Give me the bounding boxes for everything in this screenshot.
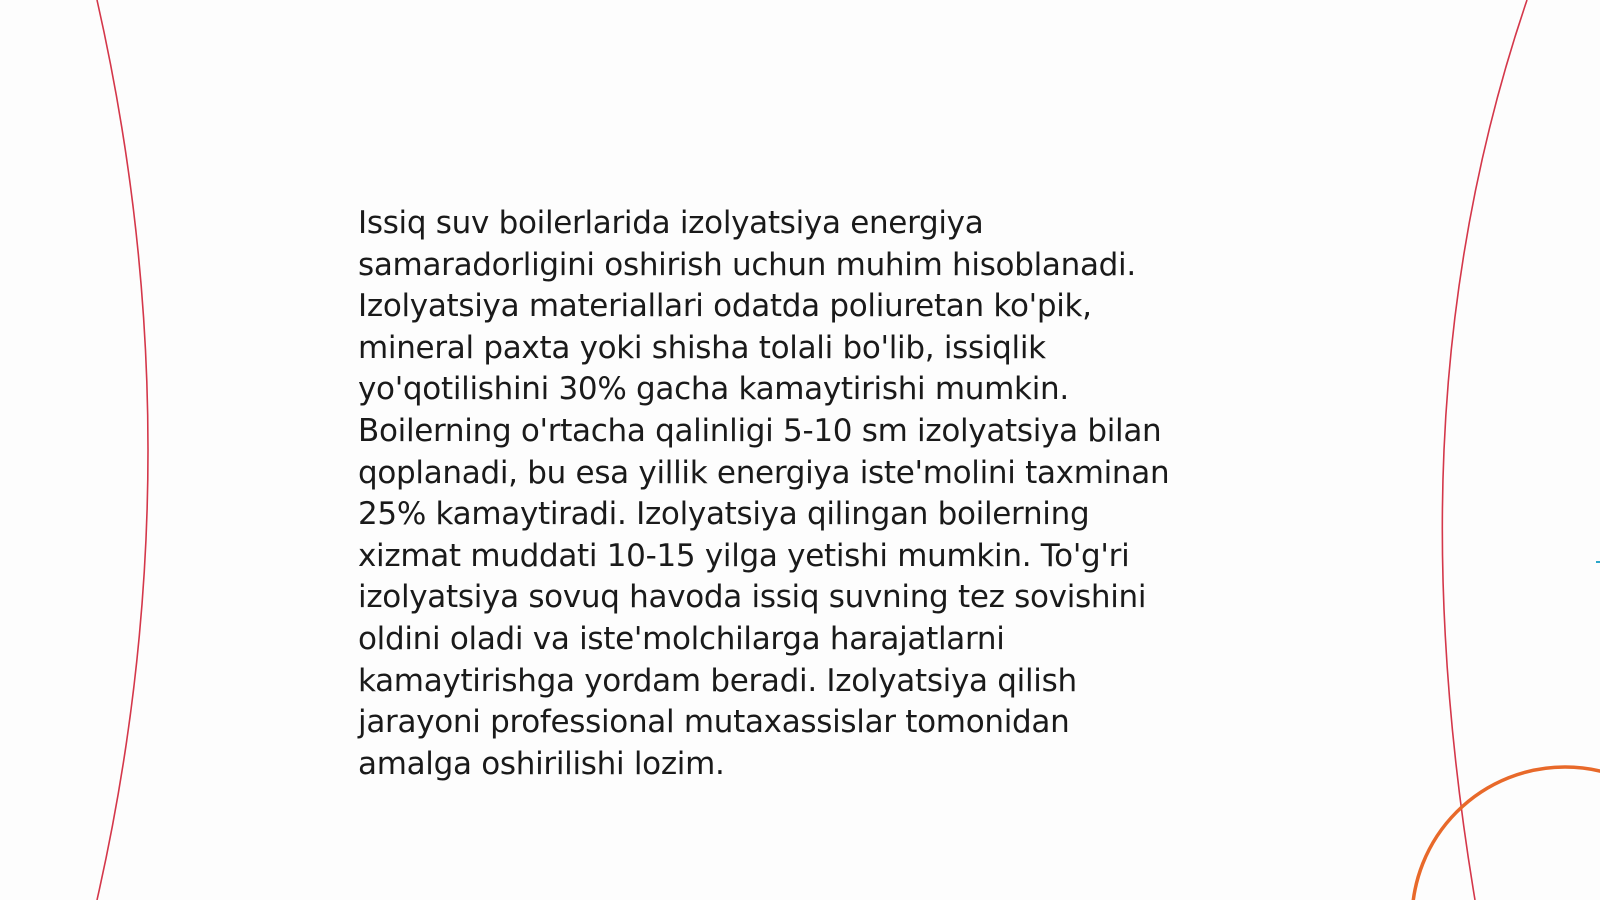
orange-circle-arc (1412, 767, 1600, 900)
right-arc-line (1442, 0, 1527, 900)
slide-body-text: Issiq suv boilerlarida izolyatsiya energiya samaradorligini oshirish uchun muhim hisoblanadi. Izolyatsiya materiallari odatda poliuretan ko'pik, mineral paxta yoki shisha tolali bo'lib, issiqlik yo'qotilishini 30% gacha kamaytirishi mumkin. Boilerning o'rtacha qalinligi 5-10 sm izolyatsiya bilan qoplanadi, bu esa yillik energiya iste'molini taxminan 25% kamaytiradi. Izolyatsiya qilingan boilerning xizmat muddati 10-15 yilga yetishi mumkin. To'g'ri izolyatsiya sovuq havoda issiq suvning tez sovishini oldini oladi va iste'molchilarga harajatlarni kamaytirishga yordam beradi. Izolyatsiya qilish jarayoni professional mutaxassislar tomonidan amalga oshirilishi lozim. (358, 205, 1170, 782)
left-arc-line (97, 0, 148, 900)
